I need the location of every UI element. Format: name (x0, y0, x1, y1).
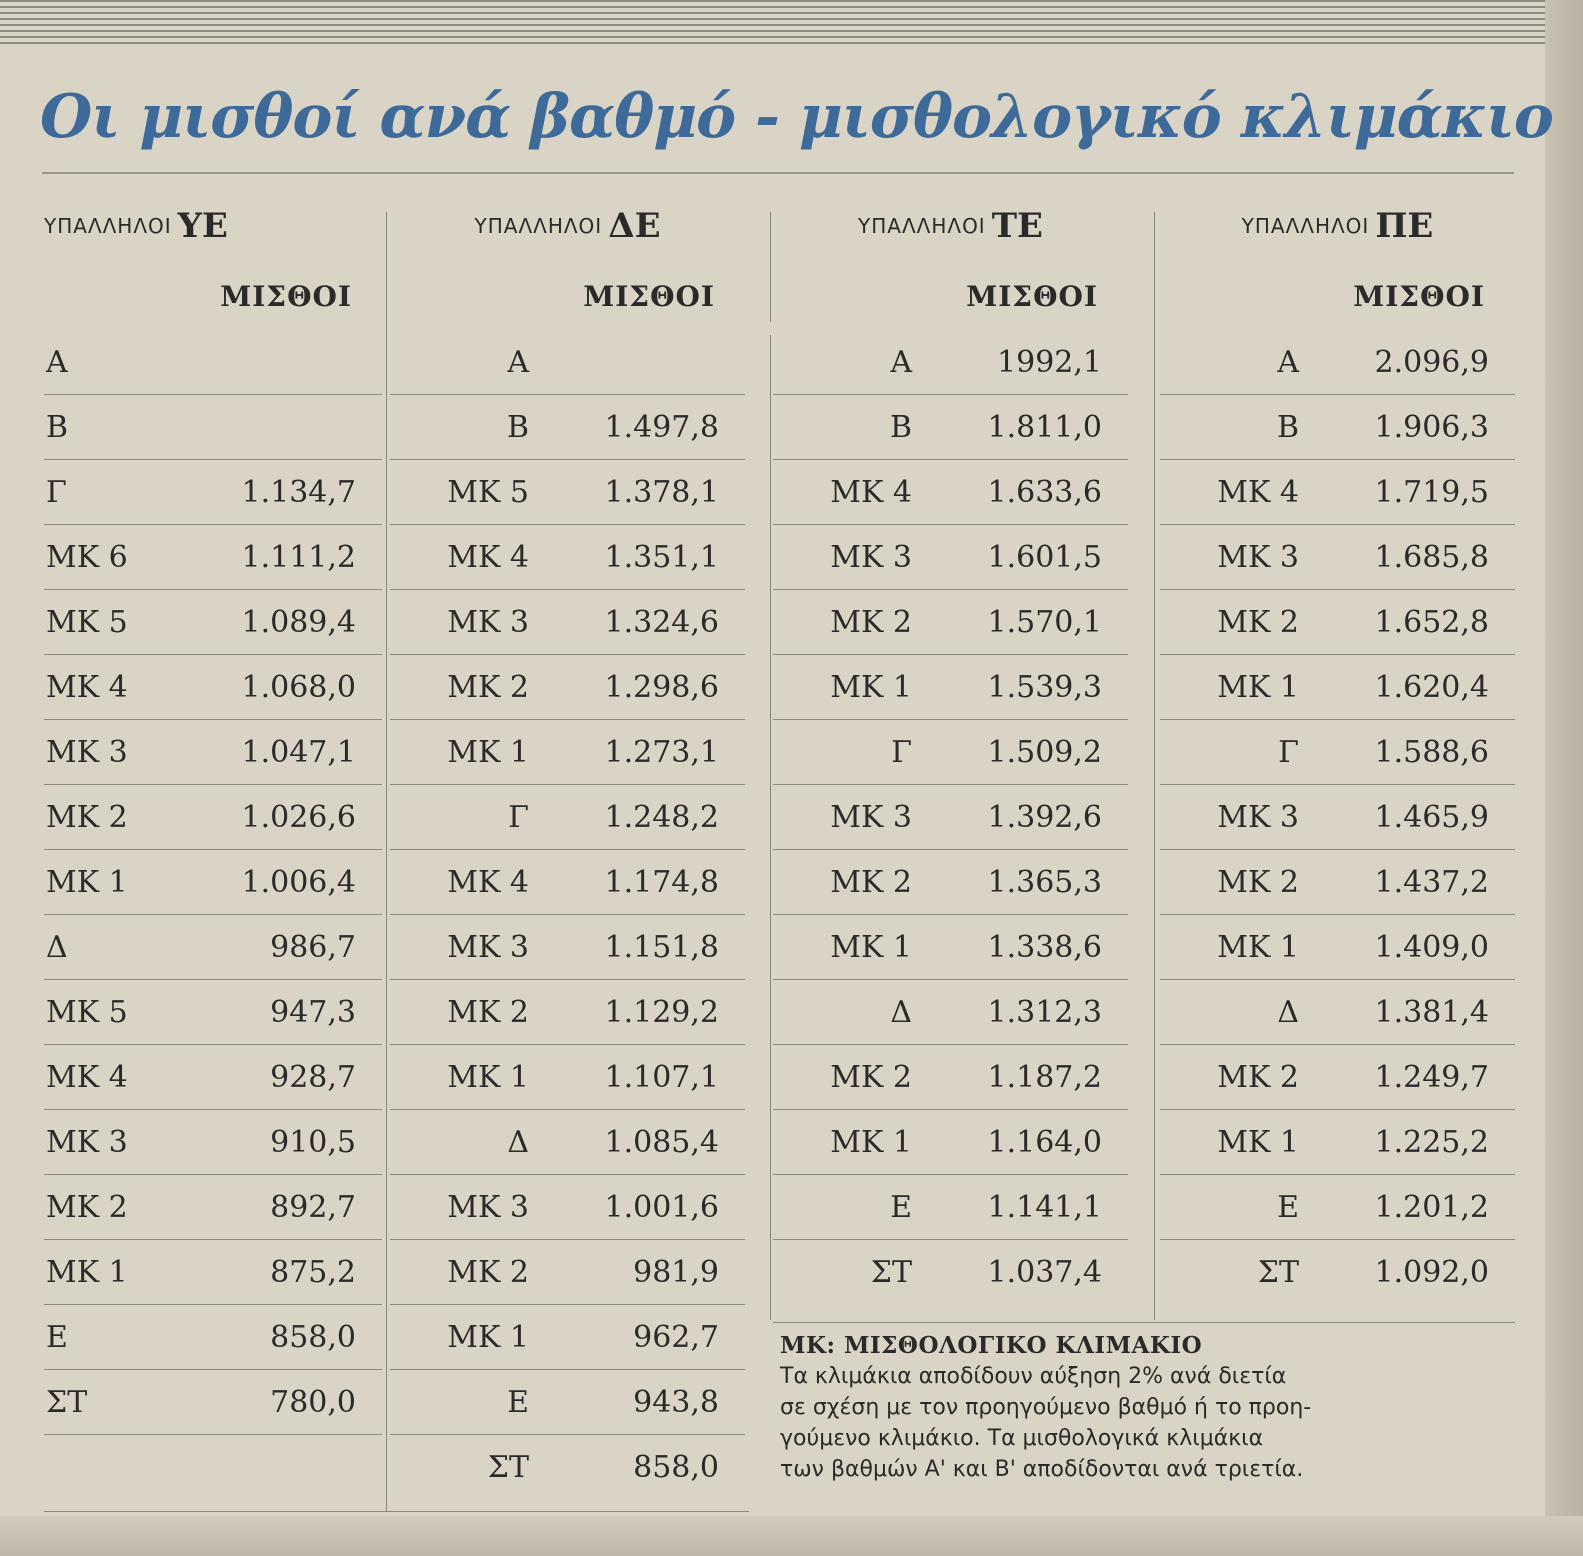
grade-label: ΜΚ 2 (46, 799, 128, 835)
salary-value: 1.006,4 (241, 864, 356, 900)
table-row (390, 1175, 745, 1240)
salary-value: 1.588,6 (1374, 734, 1489, 770)
table-bottom-rule (44, 1511, 749, 1512)
table-row (44, 1305, 382, 1370)
footnote-title: ΜΚ: ΜΙΣΘΟΛΟΓΙΚΟ ΚΛΙΜΑΚΙΟ (780, 1332, 1203, 1359)
salary-value: 1.570,1 (987, 604, 1102, 640)
salary-value: 892,7 (270, 1189, 356, 1225)
grade-label: Β (46, 409, 69, 445)
footnote-line: σε σχέση με τον προηγούμενο βαθμό ή το προη- (780, 1395, 1312, 1420)
grade-label: ΜΚ 1 (830, 929, 912, 965)
salary-value: 858,0 (270, 1319, 356, 1355)
salary-value: 1992,1 (997, 344, 1102, 380)
salary-value: 1.225,2 (1374, 1124, 1489, 1160)
salary-value: 1.811,0 (987, 409, 1102, 445)
grade-label: ΜΚ 2 (46, 1189, 128, 1225)
table-row (44, 525, 382, 590)
table-row (773, 1110, 1128, 1175)
footnote (780, 1332, 1515, 1485)
grade-label: Γ (508, 799, 529, 835)
grade-label: ΜΚ 2 (1217, 864, 1299, 900)
salary-value: 1.134,7 (241, 474, 356, 510)
salary-rows (44, 330, 382, 1435)
salary-value: 1.026,6 (241, 799, 356, 835)
table-row (390, 915, 745, 980)
table-row (44, 655, 382, 720)
salary-value: 1.601,5 (987, 539, 1102, 575)
table-row (773, 1045, 1128, 1110)
column-divider (386, 212, 387, 1512)
grade-label: Β (506, 409, 529, 445)
table-row (1160, 1175, 1515, 1240)
table-row (44, 915, 382, 980)
table-row (1160, 395, 1515, 460)
table-row (773, 395, 1128, 460)
column-header-category: ΥΕ (177, 206, 228, 246)
grade-label: Δ (46, 929, 68, 965)
grade-label: ΜΚ 3 (1217, 799, 1299, 835)
salary-value: 981,9 (633, 1254, 719, 1290)
grade-label: ΜΚ 1 (447, 734, 529, 770)
table-row (390, 395, 745, 460)
grade-label: ΜΚ 1 (1217, 1124, 1299, 1160)
grade-label: Α (1277, 344, 1299, 380)
table-row (773, 785, 1128, 850)
grade-label: ΜΚ 5 (447, 474, 529, 510)
salary-rows (390, 330, 745, 1499)
table-row (1160, 1240, 1515, 1304)
table-row (773, 1240, 1128, 1304)
table-row (390, 720, 745, 785)
grade-label: ΣΤ (870, 1254, 912, 1290)
grade-label: ΜΚ 1 (830, 1124, 912, 1160)
salary-value: 1.409,0 (1374, 929, 1489, 965)
salary-value: 1.298,6 (604, 669, 719, 705)
grade-label: ΣΤ (1257, 1254, 1299, 1290)
grade-label: Α (507, 344, 529, 380)
salary-value: 1.381,4 (1374, 994, 1489, 1030)
salary-value: 1.509,2 (987, 734, 1102, 770)
table-row (773, 330, 1128, 395)
salary-value: 1.378,1 (604, 474, 719, 510)
salary-value: 1.085,4 (604, 1124, 719, 1160)
salary-value: 1.068,0 (241, 669, 356, 705)
grade-label: ΜΚ 4 (447, 864, 529, 900)
table-row (390, 980, 745, 1045)
table-row (44, 460, 382, 525)
grade-label: ΜΚ 1 (1217, 669, 1299, 705)
salary-value: 986,7 (270, 929, 356, 965)
table-row (390, 525, 745, 590)
table-row (44, 720, 382, 785)
grade-label: ΜΚ 1 (447, 1319, 529, 1355)
salary-column-de (390, 190, 745, 1499)
column-header-category: ΠΕ (1375, 206, 1434, 246)
grade-label: Δ (1277, 994, 1299, 1030)
salary-value: 1.201,2 (1374, 1189, 1489, 1225)
grade-label: ΜΚ 2 (447, 1254, 529, 1290)
grade-label: Β (1276, 409, 1299, 445)
grade-label: Α (890, 344, 912, 380)
page-edge-bottom (0, 1516, 1583, 1556)
table-row (44, 330, 382, 395)
column-header-prefix: ΥΠΑΛΛΗΛΟΙ (474, 214, 603, 238)
salary-value: 928,7 (270, 1059, 356, 1095)
salary-value: 1.001,6 (604, 1189, 719, 1225)
table-row (1160, 785, 1515, 850)
column-header-prefix: ΥΠΑΛΛΗΛΟΙ (1241, 214, 1370, 238)
table-row (44, 850, 382, 915)
grade-label: Γ (46, 474, 67, 510)
grade-label: ΣΤ (46, 1384, 88, 1420)
salary-value: 1.437,2 (1374, 864, 1489, 900)
table-row (390, 1240, 745, 1305)
salary-value: 1.392,6 (987, 799, 1102, 835)
table-row (773, 655, 1128, 720)
table-row (1160, 655, 1515, 720)
column-divider (770, 212, 771, 322)
grade-label: ΜΚ 3 (46, 734, 128, 770)
salary-value: 1.107,1 (604, 1059, 719, 1095)
column-header (44, 190, 382, 262)
salary-value: 1.652,8 (1374, 604, 1489, 640)
column-divider (1154, 212, 1155, 1320)
salary-value: 1.685,8 (1374, 539, 1489, 575)
salary-value: 1.338,6 (987, 929, 1102, 965)
table-row (1160, 850, 1515, 915)
salary-value: 947,3 (270, 994, 356, 1030)
table-row (1160, 590, 1515, 655)
table-row (1160, 720, 1515, 785)
salary-value: 858,0 (633, 1449, 719, 1485)
title-divider (42, 172, 1514, 174)
table-row (390, 1370, 745, 1435)
table-row (390, 655, 745, 720)
salary-value: 1.092,0 (1374, 1254, 1489, 1290)
salary-value: 1.906,3 (1374, 409, 1489, 445)
table-row (390, 1045, 745, 1110)
salary-rows (773, 330, 1128, 1304)
salary-value: 1.351,1 (604, 539, 719, 575)
grade-label: ΜΚ 6 (46, 539, 128, 575)
grade-label: ΜΚ 2 (447, 669, 529, 705)
column-subheader: ΜΙΣΘΟΙ (583, 279, 715, 313)
grade-label: ΜΚ 3 (830, 799, 912, 835)
grade-label: ΜΚ 2 (830, 1059, 912, 1095)
salary-value: 2.096,9 (1374, 344, 1489, 380)
page-title: Οι μισθοί ανά βαθμό - μισθολογικό κλιμάκιο (40, 82, 1553, 152)
salary-column-te (773, 190, 1128, 1304)
table-row (390, 1305, 745, 1370)
salary-value: 1.312,3 (987, 994, 1102, 1030)
salary-value: 943,8 (633, 1384, 719, 1420)
grade-label: Ε (1277, 1189, 1299, 1225)
table-row (390, 785, 745, 850)
table-row (390, 460, 745, 525)
grade-label: ΜΚ 3 (46, 1124, 128, 1160)
grade-label: ΜΚ 2 (447, 994, 529, 1030)
grade-label: ΜΚ 2 (830, 604, 912, 640)
table-bottom-rule (773, 1322, 1515, 1323)
salary-value: 1.365,3 (987, 864, 1102, 900)
column-subheader: ΜΙΣΘΟΙ (1353, 279, 1485, 313)
table-row (390, 850, 745, 915)
salary-value: 1.539,3 (987, 669, 1102, 705)
grade-label: ΜΚ 4 (447, 539, 529, 575)
table-row (44, 785, 382, 850)
table-row (44, 395, 382, 460)
table-row (773, 720, 1128, 785)
column-header (1160, 190, 1515, 262)
grade-label: ΜΚ 5 (46, 994, 128, 1030)
table-row (773, 850, 1128, 915)
salary-value: 875,2 (270, 1254, 356, 1290)
table-row (390, 1110, 745, 1175)
grade-label: ΜΚ 1 (46, 1254, 128, 1290)
footnote-line: γούμενο κλιμάκιο. Τα μισθολογικά κλιμάκια (780, 1426, 1264, 1451)
grade-label: Δ (507, 1124, 529, 1160)
table-row (44, 590, 382, 655)
column-header-category: ΔΕ (608, 206, 661, 246)
salary-value: 962,7 (633, 1319, 719, 1355)
table-row (1160, 980, 1515, 1045)
grade-label: ΜΚ 2 (1217, 604, 1299, 640)
salary-value: 1.465,9 (1374, 799, 1489, 835)
table-row (390, 330, 745, 395)
grade-label: Ε (46, 1319, 68, 1355)
grade-label: Γ (891, 734, 912, 770)
table-row (1160, 1110, 1515, 1175)
salary-value: 1.620,4 (1374, 669, 1489, 705)
salary-value: 1.633,6 (987, 474, 1102, 510)
grade-label: ΜΚ 3 (447, 604, 529, 640)
salary-value: 1.141,1 (987, 1189, 1102, 1225)
grade-label: ΜΚ 4 (46, 669, 128, 705)
table-row (44, 1045, 382, 1110)
grade-label: ΜΚ 3 (447, 1189, 529, 1225)
grade-label: ΜΚ 4 (830, 474, 912, 510)
column-header-category: ΤΕ (991, 206, 1043, 246)
grade-label: Γ (1278, 734, 1299, 770)
grade-label: Β (889, 409, 912, 445)
table-row (773, 460, 1128, 525)
salary-value: 1.129,2 (604, 994, 719, 1030)
grade-label: ΜΚ 2 (1217, 1059, 1299, 1095)
grade-label: Δ (890, 994, 912, 1030)
table-row (1160, 525, 1515, 590)
salary-column-pe (1160, 190, 1515, 1304)
grade-label: ΜΚ 2 (830, 864, 912, 900)
footnote-line: των βαθμών Α' και Β' αποδίδονται ανά τριετία. (780, 1457, 1304, 1482)
column-header (390, 190, 745, 262)
grade-label: ΜΚ 3 (830, 539, 912, 575)
grade-label: Ε (890, 1189, 912, 1225)
salary-rows (1160, 330, 1515, 1304)
salary-value: 1.248,2 (604, 799, 719, 835)
table-row (773, 1175, 1128, 1240)
table-row (773, 590, 1128, 655)
grade-label: ΣΤ (487, 1449, 529, 1485)
page-edge-right (1545, 0, 1583, 1556)
salary-value: 1.164,0 (987, 1124, 1102, 1160)
salary-column-ye (44, 190, 382, 1435)
salary-value: 1.187,2 (987, 1059, 1102, 1095)
salary-value: 1.174,8 (604, 864, 719, 900)
salary-value: 1.497,8 (604, 409, 719, 445)
salary-value: 1.047,1 (241, 734, 356, 770)
salary-value: 1.037,4 (987, 1254, 1102, 1290)
table-row (44, 1370, 382, 1434)
grade-label: ΜΚ 1 (46, 864, 128, 900)
column-divider (770, 335, 771, 1320)
salary-value: 910,5 (270, 1124, 356, 1160)
salary-value: 1.089,4 (241, 604, 356, 640)
grade-label: Ε (507, 1384, 529, 1420)
footnote-text (780, 1361, 1515, 1485)
grade-label: ΜΚ 5 (46, 604, 128, 640)
table-row (1160, 330, 1515, 395)
grade-label: ΜΚ 4 (1217, 474, 1299, 510)
grade-label: Α (46, 344, 68, 380)
column-header-prefix: ΥΠΑΛΛΗΛΟΙ (44, 214, 172, 238)
salary-value: 1.249,7 (1374, 1059, 1489, 1095)
column-subheader: ΜΙΣΘΟΙ (220, 279, 352, 313)
grade-label: ΜΚ 3 (1217, 539, 1299, 575)
salary-value: 1.151,8 (604, 929, 719, 965)
table-row (44, 1110, 382, 1175)
column-header-prefix: ΥΠΑΛΛΗΛΟΙ (858, 214, 986, 238)
table-row (390, 1435, 745, 1499)
table-row (773, 915, 1128, 980)
table-row (1160, 915, 1515, 980)
grade-label: ΜΚ 1 (830, 669, 912, 705)
table-row (773, 980, 1128, 1045)
salary-value: 1.111,2 (241, 539, 356, 575)
salary-value: 780,0 (270, 1384, 356, 1420)
table-row (44, 980, 382, 1045)
grade-label: ΜΚ 1 (1217, 929, 1299, 965)
footnote-line: Τα κλιμάκια αποδίδουν αύξηση 2% ανά διετία (780, 1364, 1287, 1389)
grade-label: ΜΚ 1 (447, 1059, 529, 1095)
salary-value: 1.324,6 (604, 604, 719, 640)
table-row (390, 590, 745, 655)
table-row (1160, 460, 1515, 525)
table-row (1160, 1045, 1515, 1110)
table-row (773, 525, 1128, 590)
table-row (44, 1240, 382, 1305)
grade-label: ΜΚ 4 (46, 1059, 128, 1095)
salary-value: 1.273,1 (604, 734, 719, 770)
column-header (773, 190, 1128, 262)
column-subheader: ΜΙΣΘΟΙ (966, 279, 1098, 313)
decorative-header-lines (0, 0, 1545, 46)
salary-value: 1.719,5 (1374, 474, 1489, 510)
grade-label: ΜΚ 3 (447, 929, 529, 965)
table-row (44, 1175, 382, 1240)
